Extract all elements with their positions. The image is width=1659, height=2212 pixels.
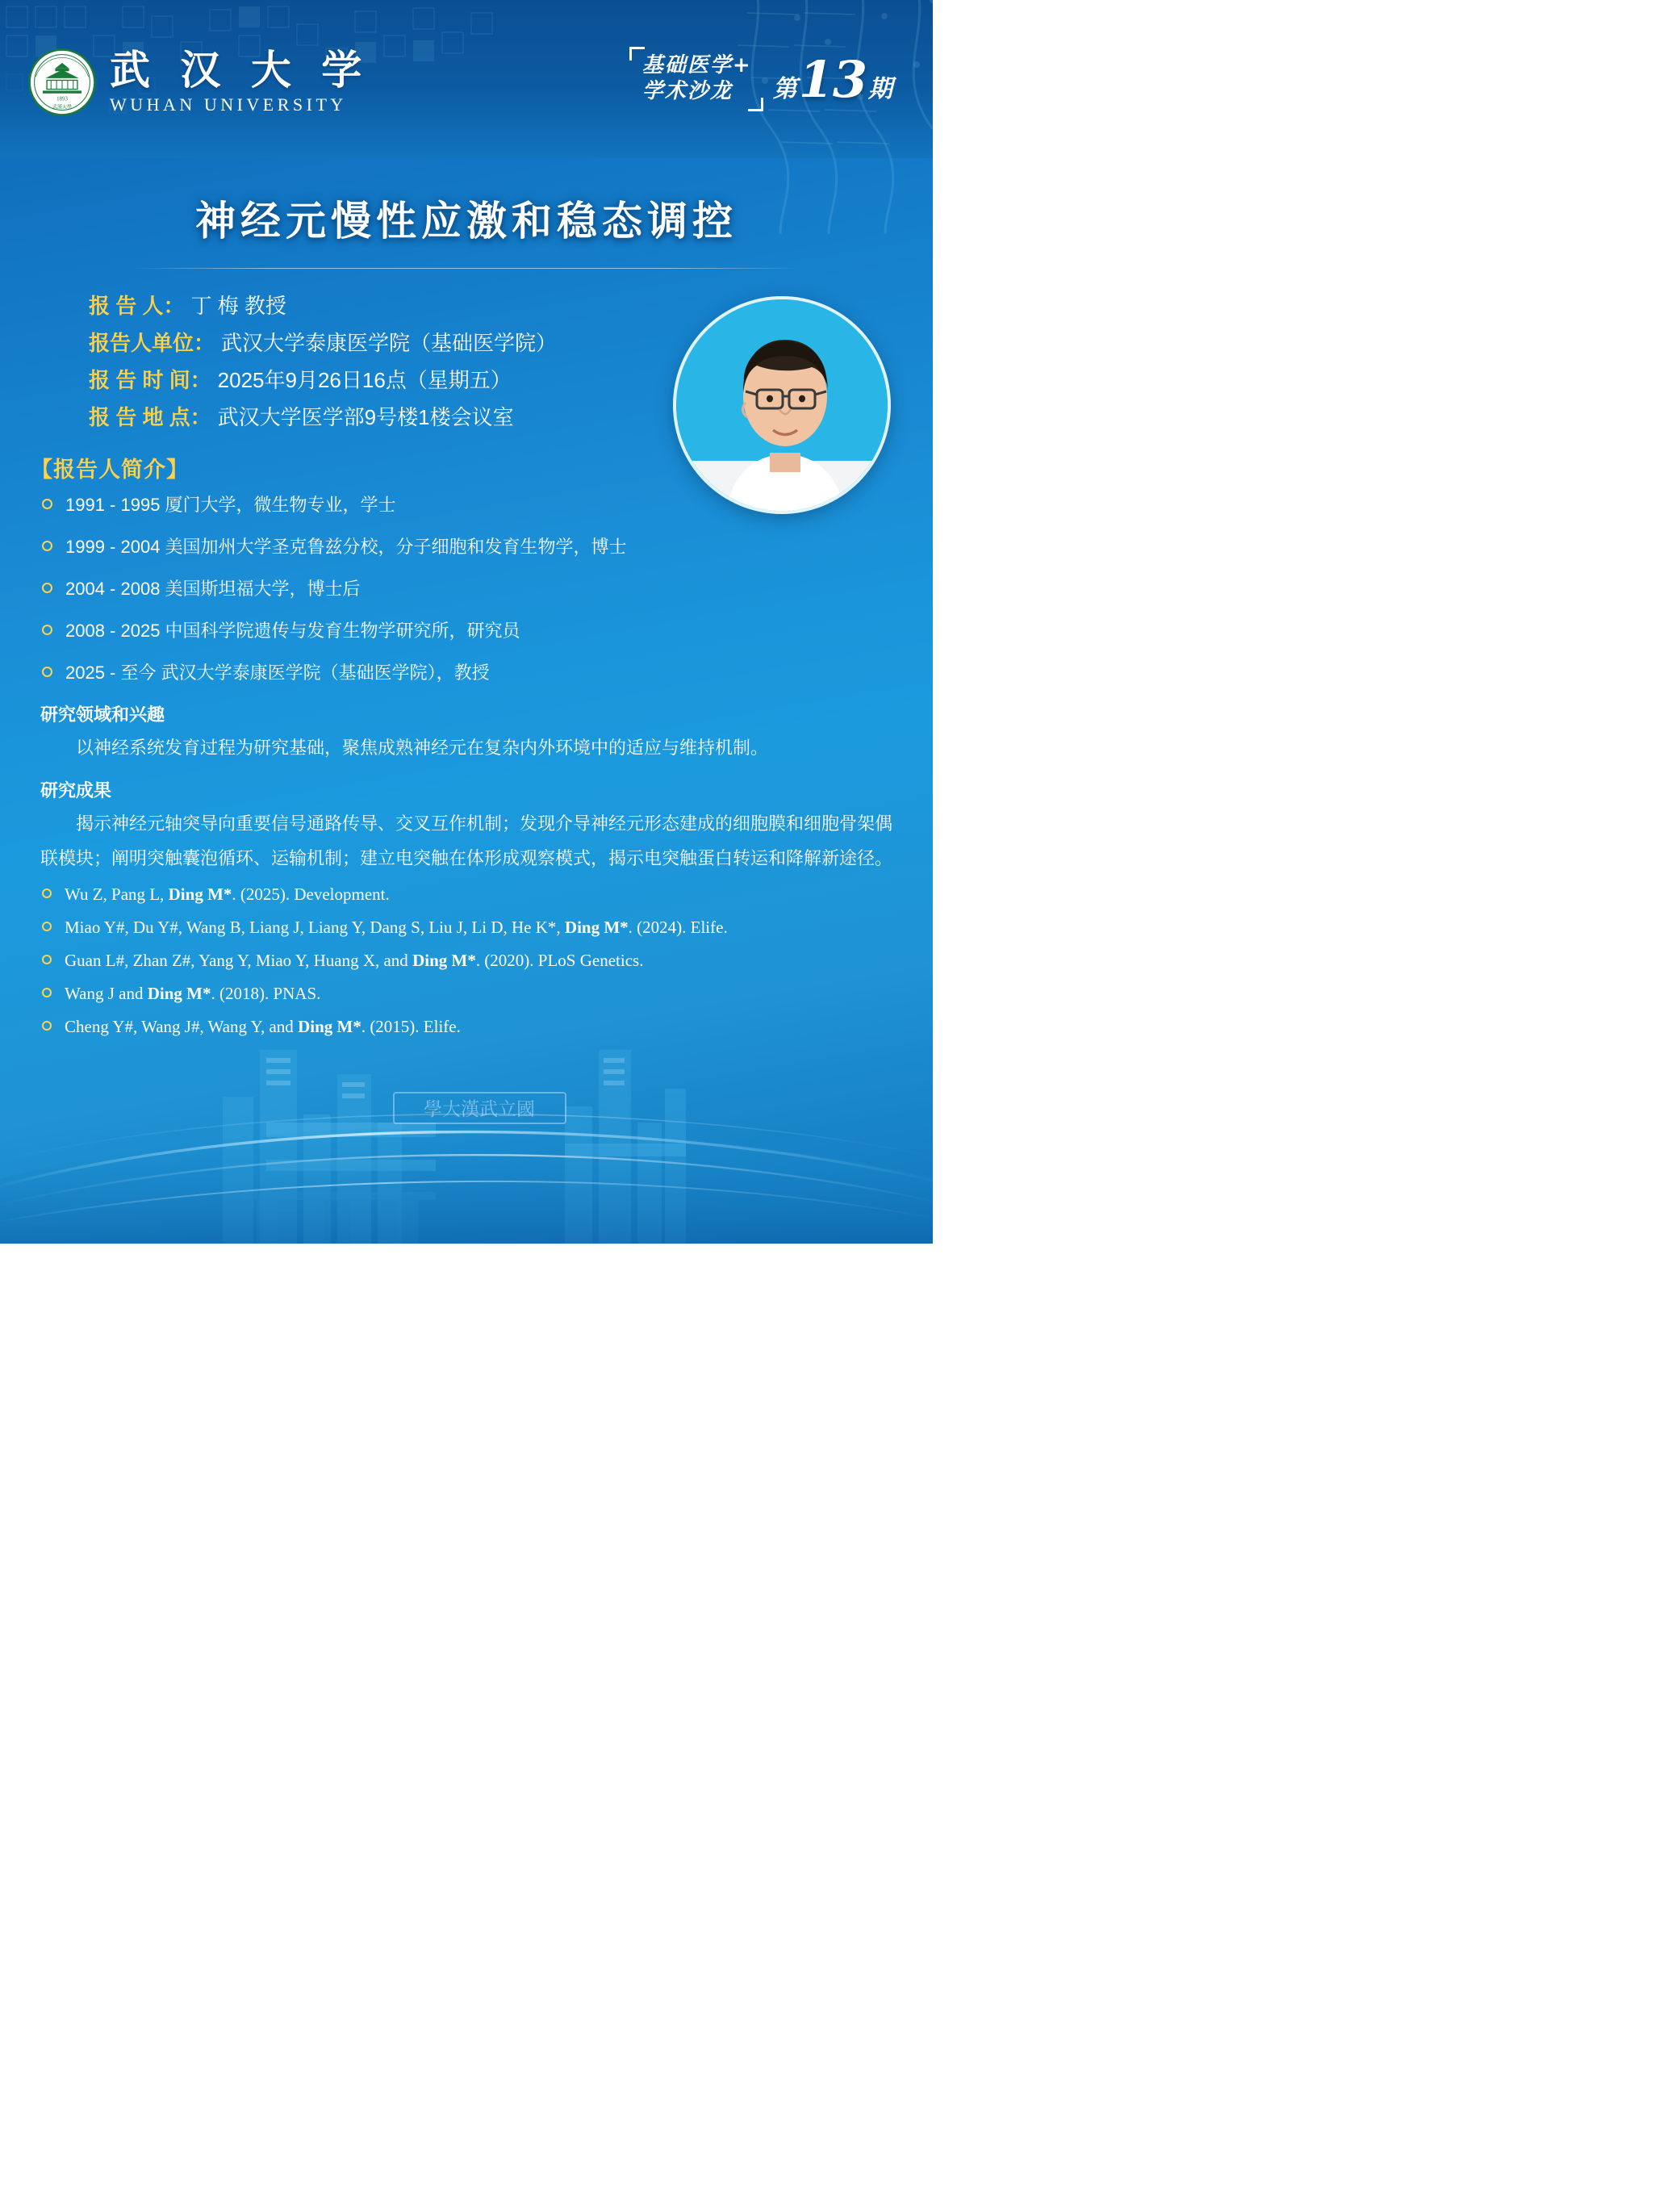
poster-canvas [0,0,933,1244]
publication-text: Wu Z, Pang L, Ding M*. (2025). Development. [65,884,390,904]
bullet-ring-icon [42,541,52,551]
wuhan-university-seal-icon [27,48,97,117]
list-item [31,884,902,905]
meta-label-time: 报 告 时 间： [89,368,211,392]
issue-suffix: 期 [868,74,892,103]
bio-item-text: 2008 - 2025 中国科学院遗传与发育生物学研究所，研究员 [65,621,520,641]
meta-label-speaker: 报 告 人： [89,294,185,318]
meta-value-affiliation: 武汉大学泰康医学院（基础医学院） [221,331,558,355]
list-item [31,1017,902,1037]
meta-value-time: 2025年9月26日16点（星期五） [217,368,512,392]
poster-header [0,0,933,158]
list-item [31,918,902,938]
meta-value-location: 武汉大学医学部9号楼1楼会议室 [217,405,514,429]
bio-item-text: 2004 - 2008 美国斯坦福大学，博士后 [65,579,361,599]
meta-label-affiliation: 报告人单位： [89,331,215,355]
bio-item-text: 1999 - 2004 美国加州大学圣克鲁兹分校，分子细胞和发育生物学，博士 [65,537,627,557]
university-logo-block [27,41,370,117]
svg-text:武漢大學: 武漢大學 [52,105,73,111]
list-item [31,659,902,684]
issue-number-block [773,50,892,109]
university-name-en: WUHAN UNIVERSITY [110,94,347,115]
meta-label-location: 报 告 地 点： [89,405,211,429]
bullet-ring-icon [42,667,52,677]
svg-text:1893: 1893 [56,96,68,102]
bio-item-text: 2025 - 至今 武汉大学泰康医学院（基础医学院），教授 [65,663,490,683]
issue-number: 13 [798,49,867,109]
salon-title-bracket [629,50,763,107]
poster-title: 神经元慢性应激和稳态调控 [195,198,738,245]
publication-text: Cheng Y#, Wang J#, Wang Y, and Ding M*. (2015). Elife. [65,1016,461,1036]
bullet-ring-icon [42,889,52,898]
list-item [31,617,902,642]
list-item [31,984,902,1004]
title-divider [132,268,801,269]
speaker-photo [676,299,891,514]
poster-body [0,290,933,1171]
research-results-text: 揭示神经元轴突导向重要信号通路传导、交叉互作机制；发现介导神经元形态建成的细胞膜和细胞骨架偶联模块；阐明突触囊泡循环、运输机制；建立电突触在体形成观察模式，揭示电突触蛋白转运和降解新途径。 [40,813,893,868]
bio-item-text: 1991 - 1995 厦门大学，微生物专业，学士 [65,495,396,515]
series-badge [629,50,905,109]
research-field-text: 以神经系统发育过程为研究基础，聚焦成熟神经元在复杂内外环境中的适应与维持机制。 [76,738,769,758]
publication-text: Wang J and Ding M*. (2018). PNAS. [65,983,321,1003]
research-field-heading: 研究领域和兴趣 [40,705,165,725]
publication-list [31,884,902,1037]
salon-line-1: 基础医学+ [641,53,752,78]
bullet-ring-icon [42,625,52,635]
svg-text:學大漢武立國: 學大漢武立國 [424,1099,535,1120]
bullet-ring-icon [42,1021,52,1031]
speaker-portrait [673,296,891,514]
publication-text: Miao Y#, Du Y#, Wang B, Liang J, Liang Y, Dang S, Liu J, Li D, He K*, Ding M*. (2024). Elife. [65,917,728,937]
bullet-ring-icon [42,583,52,593]
bullet-ring-icon [42,988,52,997]
issue-prefix: 第 [772,74,797,103]
footer-spacer [31,1050,902,1171]
list-item [31,533,902,558]
bullet-ring-icon [42,955,52,964]
bio-section-heading: 【报告人简介】 [31,458,189,482]
university-name-cn: 武 汉 大 学 [110,45,370,94]
meta-value-speaker: 丁 梅 教授 [190,294,286,318]
title-section [0,189,933,269]
publication-text: Guan L#, Zhan Z#, Yang Y, Miao Y, Huang X, and Ding M*. (2020). PLoS Genetics. [65,950,644,970]
bio-list [31,491,902,684]
list-item [31,575,902,600]
bullet-ring-icon [42,499,52,509]
bullet-ring-icon [42,922,52,931]
list-item [31,951,902,971]
salon-line-2: 学术沙龙 [641,79,733,103]
research-results-heading: 研究成果 [40,780,112,801]
